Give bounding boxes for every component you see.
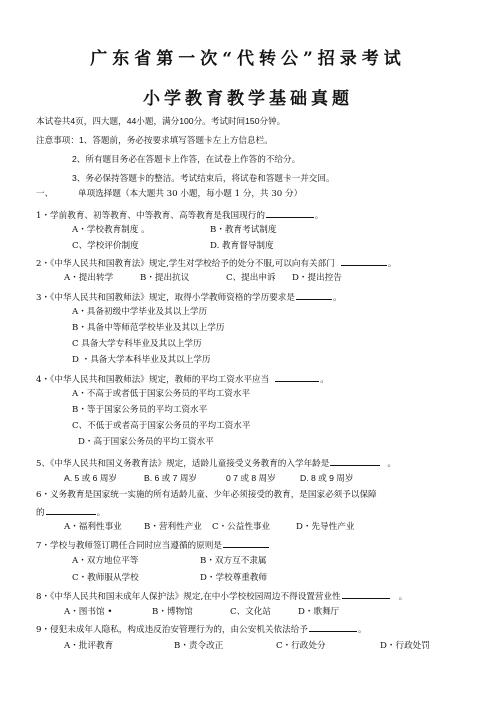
answer-blank — [223, 538, 269, 548]
option-a: A・批评教育 — [64, 641, 114, 651]
option-c: C・教师服从学校 — [72, 573, 139, 583]
option-d: D・歌舞厅 — [298, 607, 340, 617]
question-stem: 6・义务教育是国家统一实施的所有适龄儿童、少年必须接受的教育，是国家必须予以保障 — [36, 490, 377, 500]
option-b: B・营利性产业 — [144, 522, 202, 532]
question-4 — [36, 372, 329, 386]
question-7 — [36, 538, 270, 552]
question-tail: 。 — [332, 293, 342, 303]
question-3 — [36, 290, 342, 304]
answer-blank — [330, 456, 380, 466]
answer-blank — [342, 589, 390, 599]
question-tail: 。 — [96, 508, 106, 518]
answer-blank — [309, 622, 357, 632]
option-b: B・博物馆 — [152, 607, 193, 617]
option-d: D・高于国家公务员的平均工资水平 — [78, 437, 214, 447]
option-a: A・不高于或者低于国家公务员的平均工资水平 — [72, 389, 251, 399]
question-6-continued — [36, 505, 105, 519]
answer-blank — [341, 256, 387, 266]
option-d: D・行政处罚 — [380, 641, 430, 651]
section-heading: 单项选择题（本大题共 30 小题，每小题 1 分，共 30 分） — [78, 189, 303, 199]
question-stem: 7・学校与教师签订聘任合同时应当遵循的原则是 — [36, 541, 222, 551]
option-a: A・双方地位平等 — [72, 556, 139, 566]
option-a: A・学校教育制度 。 — [72, 225, 150, 235]
option-c: C・公益性事业 — [212, 522, 271, 532]
option-b: B. 6 或 7 周岁 — [144, 473, 198, 483]
option-d: D ・具备大学本科毕业及其以上学历 — [72, 355, 211, 365]
option-c: C、不低于或者高于国家公务员的平均工资水平 — [72, 421, 251, 431]
question-tail: 。 — [320, 375, 329, 385]
option-a: A. 5 或 6 周岁 — [64, 473, 118, 483]
question-stem: 9・侵犯未成年人隐私，构成违反治安管理行为的，由公安机关依法给予 — [36, 625, 308, 635]
option-a: A・提出转学 — [64, 273, 114, 283]
answer-blank — [275, 372, 319, 382]
section-number: 一、 — [36, 189, 54, 199]
notice-line-2: 2、所有题目务必在答题卡上作答，在试卷上作答的不给分。 — [72, 154, 301, 164]
option-b: B・教育考试制度 — [210, 225, 277, 235]
option-b: B・具备中等师范学校毕业及其以上学历 — [72, 323, 225, 333]
option-c: 0 7 或 8 周岁 — [226, 473, 276, 483]
option-c: C 具备大学专科毕业及其以上学历 — [72, 339, 202, 349]
option-b: B・责令改正 — [174, 641, 224, 651]
option-b: B・提出抗议 — [140, 273, 190, 283]
exam-info: 本试卷共4页，四大题，44小题，满分100分。考试时间150分钟。 — [36, 116, 286, 126]
option-b: B・等于国家公务员的平均工资水平 — [72, 405, 208, 415]
option-d: D・先导性产业 — [296, 522, 355, 532]
question-5 — [36, 456, 396, 470]
option-c: C、学校评价制度 — [72, 241, 139, 251]
question-1 — [36, 208, 324, 222]
option-d: D. 8 或 9 周岁 — [300, 473, 354, 483]
option-c: C・行政处分 — [276, 641, 326, 651]
question-stem: 8・《中华人民共和国未成年人保护法》规定,在中小学校校园周边不得设置营业性 — [36, 592, 341, 602]
option-a: A・图书馆 • — [64, 607, 113, 617]
exam-subtitle: 小学教育教学基础真题 — [143, 89, 353, 109]
question-2 — [36, 256, 396, 270]
option-a: A・福利性事业 — [64, 522, 122, 532]
question-tail: 。 — [357, 625, 367, 635]
exam-title: 广东省第一次“代转公”招录考试 — [90, 49, 406, 69]
question-6 — [36, 489, 377, 501]
question-stem: 1・学前教育、初等教育、中等教育、高等教育是我国现行的 — [36, 211, 265, 221]
question-stem: 2・《中华人民共和国教育法》规定,学生对学校给予的处分不服,可以向有关部门 — [36, 259, 335, 269]
question-tail: 。 — [398, 592, 408, 602]
option-c: C、文化站 — [230, 607, 271, 617]
question-tail: 。 — [387, 459, 396, 469]
answer-blank — [266, 208, 314, 218]
question-tail: 。 — [314, 211, 324, 221]
option-a: A・具备初级中学毕业及其以上学历 — [72, 307, 208, 317]
question-tail: 。 — [387, 259, 397, 269]
notice-line-3: 3、务必保持答题卡的整洁。考试结束后，将试卷和答题卡一并交回。 — [72, 173, 335, 183]
option-c: C、提出申诉 — [226, 273, 276, 283]
notice-line-1: 注意事项：1、答题前，务必按要求填写答题卡左上方信息栏。 — [36, 135, 273, 145]
answer-blank — [46, 505, 96, 515]
question-8 — [36, 589, 407, 603]
option-d: D. 教育督导制度 — [210, 241, 274, 251]
question-9 — [36, 622, 367, 636]
question-stem-continued: 的 — [36, 508, 45, 518]
option-b: B・双方互不隶属 — [200, 556, 267, 566]
question-stem: 5、《中华人民共和国义务教育法》规定，适龄儿童接受义务教育的入学年龄是 — [36, 459, 330, 469]
question-stem: 4・《中华人民共和国教师法》规定，教师的平均工资水平应当 — [36, 375, 270, 385]
answer-blank — [296, 290, 332, 300]
option-d: D・学校尊重教师 — [200, 573, 268, 583]
option-d: D・提出控告 — [292, 273, 342, 283]
question-stem: 3・《中华人民共和国教师法》规定，取得小学教师资格的学历要求是 — [36, 293, 295, 303]
